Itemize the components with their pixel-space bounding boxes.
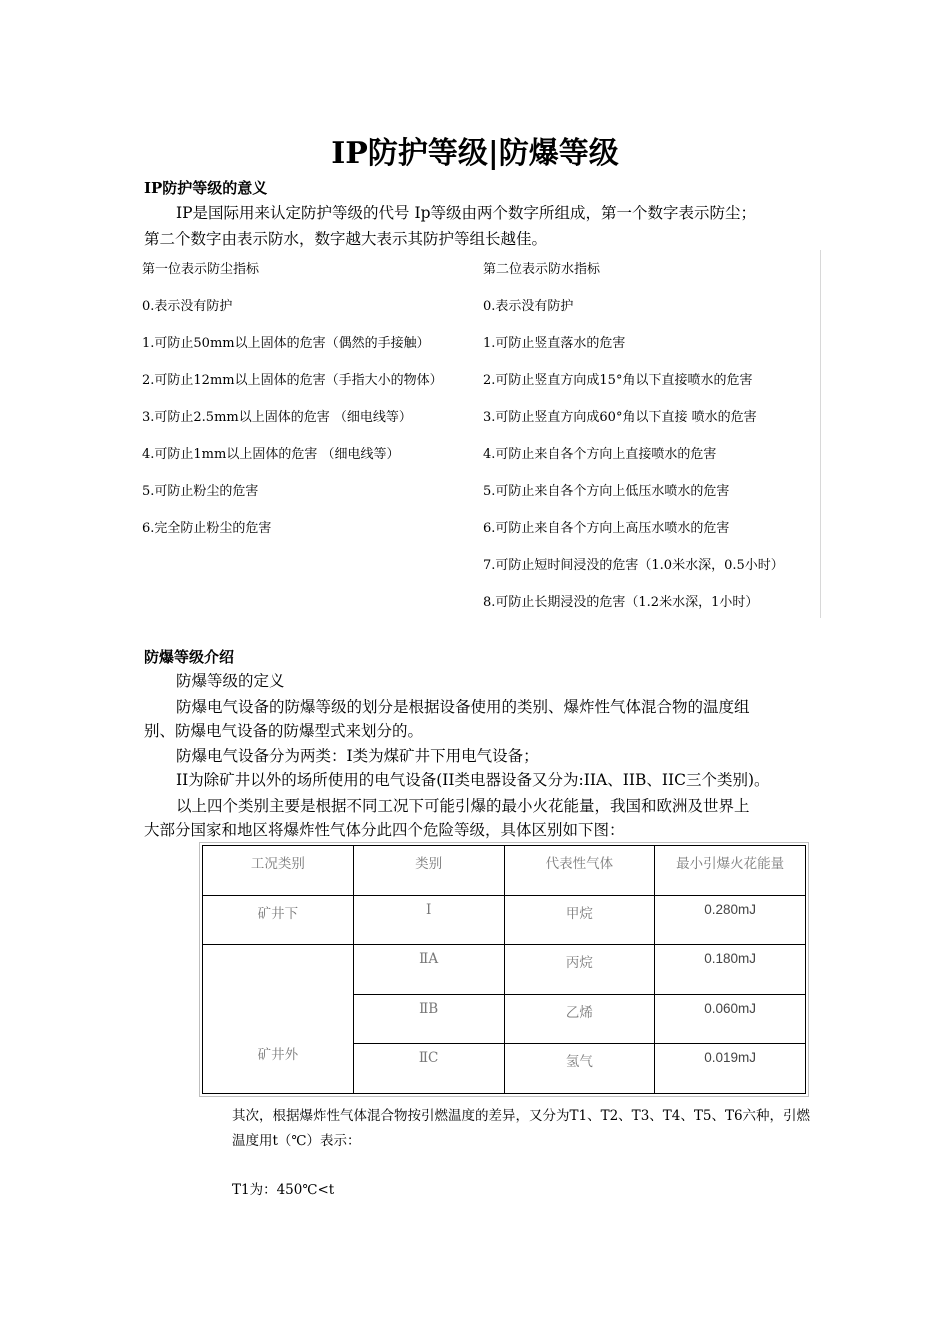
- table-header-cell: 代表性气体: [504, 846, 655, 896]
- ex-paragraph: 防爆电气设备分为两类：I类为煤矿井下用电气设备；: [176, 747, 539, 765]
- dust-item: 5.可防止粉尘的危害: [142, 484, 259, 499]
- ip-intro-line1: IP是国际用来认定防护等级的代号 Ip等级由两个数字所组成，第一个数字表示防尘；: [176, 204, 757, 222]
- energy-cell: 0.060mJ: [655, 994, 806, 1044]
- dust-item: 3.可防止2.5mm以上固体的危害 （细电线等）: [142, 410, 412, 425]
- ex-paragraph: 防爆电气设备的防爆等级的划分是根据设备使用的类别、爆炸性气体混合物的温度组: [176, 698, 750, 716]
- explosion-class-table: [199, 842, 809, 1097]
- water-item: 3.可防止竖直方向成60°角以下直接 喷水的危害: [483, 410, 757, 425]
- water-item: 6.可防止来自各个方向上高压水喷水的危害: [483, 521, 730, 536]
- condition-cell: 矿井下: [203, 895, 354, 945]
- ex-paragraph: 以上四个类别主要是根据不同工况下可能引爆的最小火花能量，我国和欧洲及世界上: [176, 797, 750, 815]
- ip-heading: IP防护等级的意义: [144, 179, 268, 197]
- temperature-intro-line2: 温度用t（℃）表示：: [232, 1133, 361, 1149]
- table-header-row: [203, 846, 806, 896]
- class-cell: I: [353, 895, 504, 945]
- dust-item: 4.可防止1mm以上固体的危害 （细电线等）: [142, 447, 400, 462]
- water-item: 5.可防止来自各个方向上低压水喷水的危害: [483, 484, 730, 499]
- ip-column-divider: [820, 250, 821, 618]
- energy-cell: 0.180mJ: [655, 945, 806, 995]
- class-cell: ⅡC: [353, 1044, 504, 1094]
- energy-cell: 0.280mJ: [655, 895, 806, 945]
- gas-cell: 甲烷: [504, 895, 655, 945]
- dust-item: 0.表示没有防护: [142, 299, 233, 314]
- ex-paragraph: 大部分国家和地区将爆炸性气体分此四个危险等级，具体区别如下图：: [144, 821, 625, 839]
- ex-definition-label: 防爆等级的定义: [176, 672, 285, 690]
- dust-item: 6.完全防止粉尘的危害: [142, 521, 272, 536]
- water-header: 第二位表示防水指标: [483, 262, 601, 277]
- water-item: 0.表示没有防护: [483, 299, 574, 314]
- dust-header: 第一位表示防尘指标: [142, 262, 260, 277]
- dust-item: 2.可防止12mm以上固体的危害（手指大小的物体）: [142, 373, 443, 388]
- condition-cell: 矿井外: [203, 945, 354, 1094]
- water-item: 8.可防止长期浸没的危害（1.2米水深，1小时）: [483, 595, 759, 610]
- ex-paragraph: 别、防爆电气设备的防爆型式来划分的。: [144, 722, 424, 740]
- water-item: 4.可防止来自各个方向上直接喷水的危害: [483, 447, 717, 462]
- ex-paragraph: II为除矿井以外的场所使用的电气设备(II类电器设备又分为:IIA、IIB、IIC三个类别)。: [176, 771, 770, 789]
- ex-heading: 防爆等级介绍: [144, 648, 235, 666]
- class-cell: ⅡA: [353, 945, 504, 995]
- table-row: [203, 895, 806, 945]
- class-cell: ⅡB: [353, 994, 504, 1044]
- temperature-class-t1: T1为：450℃<t: [232, 1182, 335, 1198]
- table-header-cell: 工况类别: [203, 846, 354, 896]
- page-title: IP防护等级|防爆等级: [331, 136, 619, 171]
- table-row: [203, 945, 806, 995]
- energy-cell: 0.019mJ: [655, 1044, 806, 1094]
- temperature-intro-line1: 其次，根据爆炸性气体混合物按引燃温度的差异，又分为T1、T2、T3、T4、T5、T6六种，引燃: [232, 1108, 811, 1124]
- water-item: 7.可防止短时间浸没的危害（1.0米水深，0.5小时）: [483, 558, 784, 573]
- gas-cell: 氢气: [504, 1044, 655, 1094]
- dust-item: 1.可防止50mm以上固体的危害（偶然的手接触）: [142, 336, 430, 351]
- gas-cell: 乙烯: [504, 994, 655, 1044]
- water-item: 2.可防止竖直方向成15°角以下直接喷水的危害: [483, 373, 753, 388]
- ip-intro-line2: 第二个数字由表示防水，数字越大表示其防护等组长越佳。: [144, 230, 548, 248]
- table-header-cell: 类别: [353, 846, 504, 896]
- water-item: 1.可防止竖直落水的危害: [483, 336, 626, 351]
- table-header-cell: 最小引爆火花能量: [655, 846, 806, 896]
- gas-cell: 丙烷: [504, 945, 655, 995]
